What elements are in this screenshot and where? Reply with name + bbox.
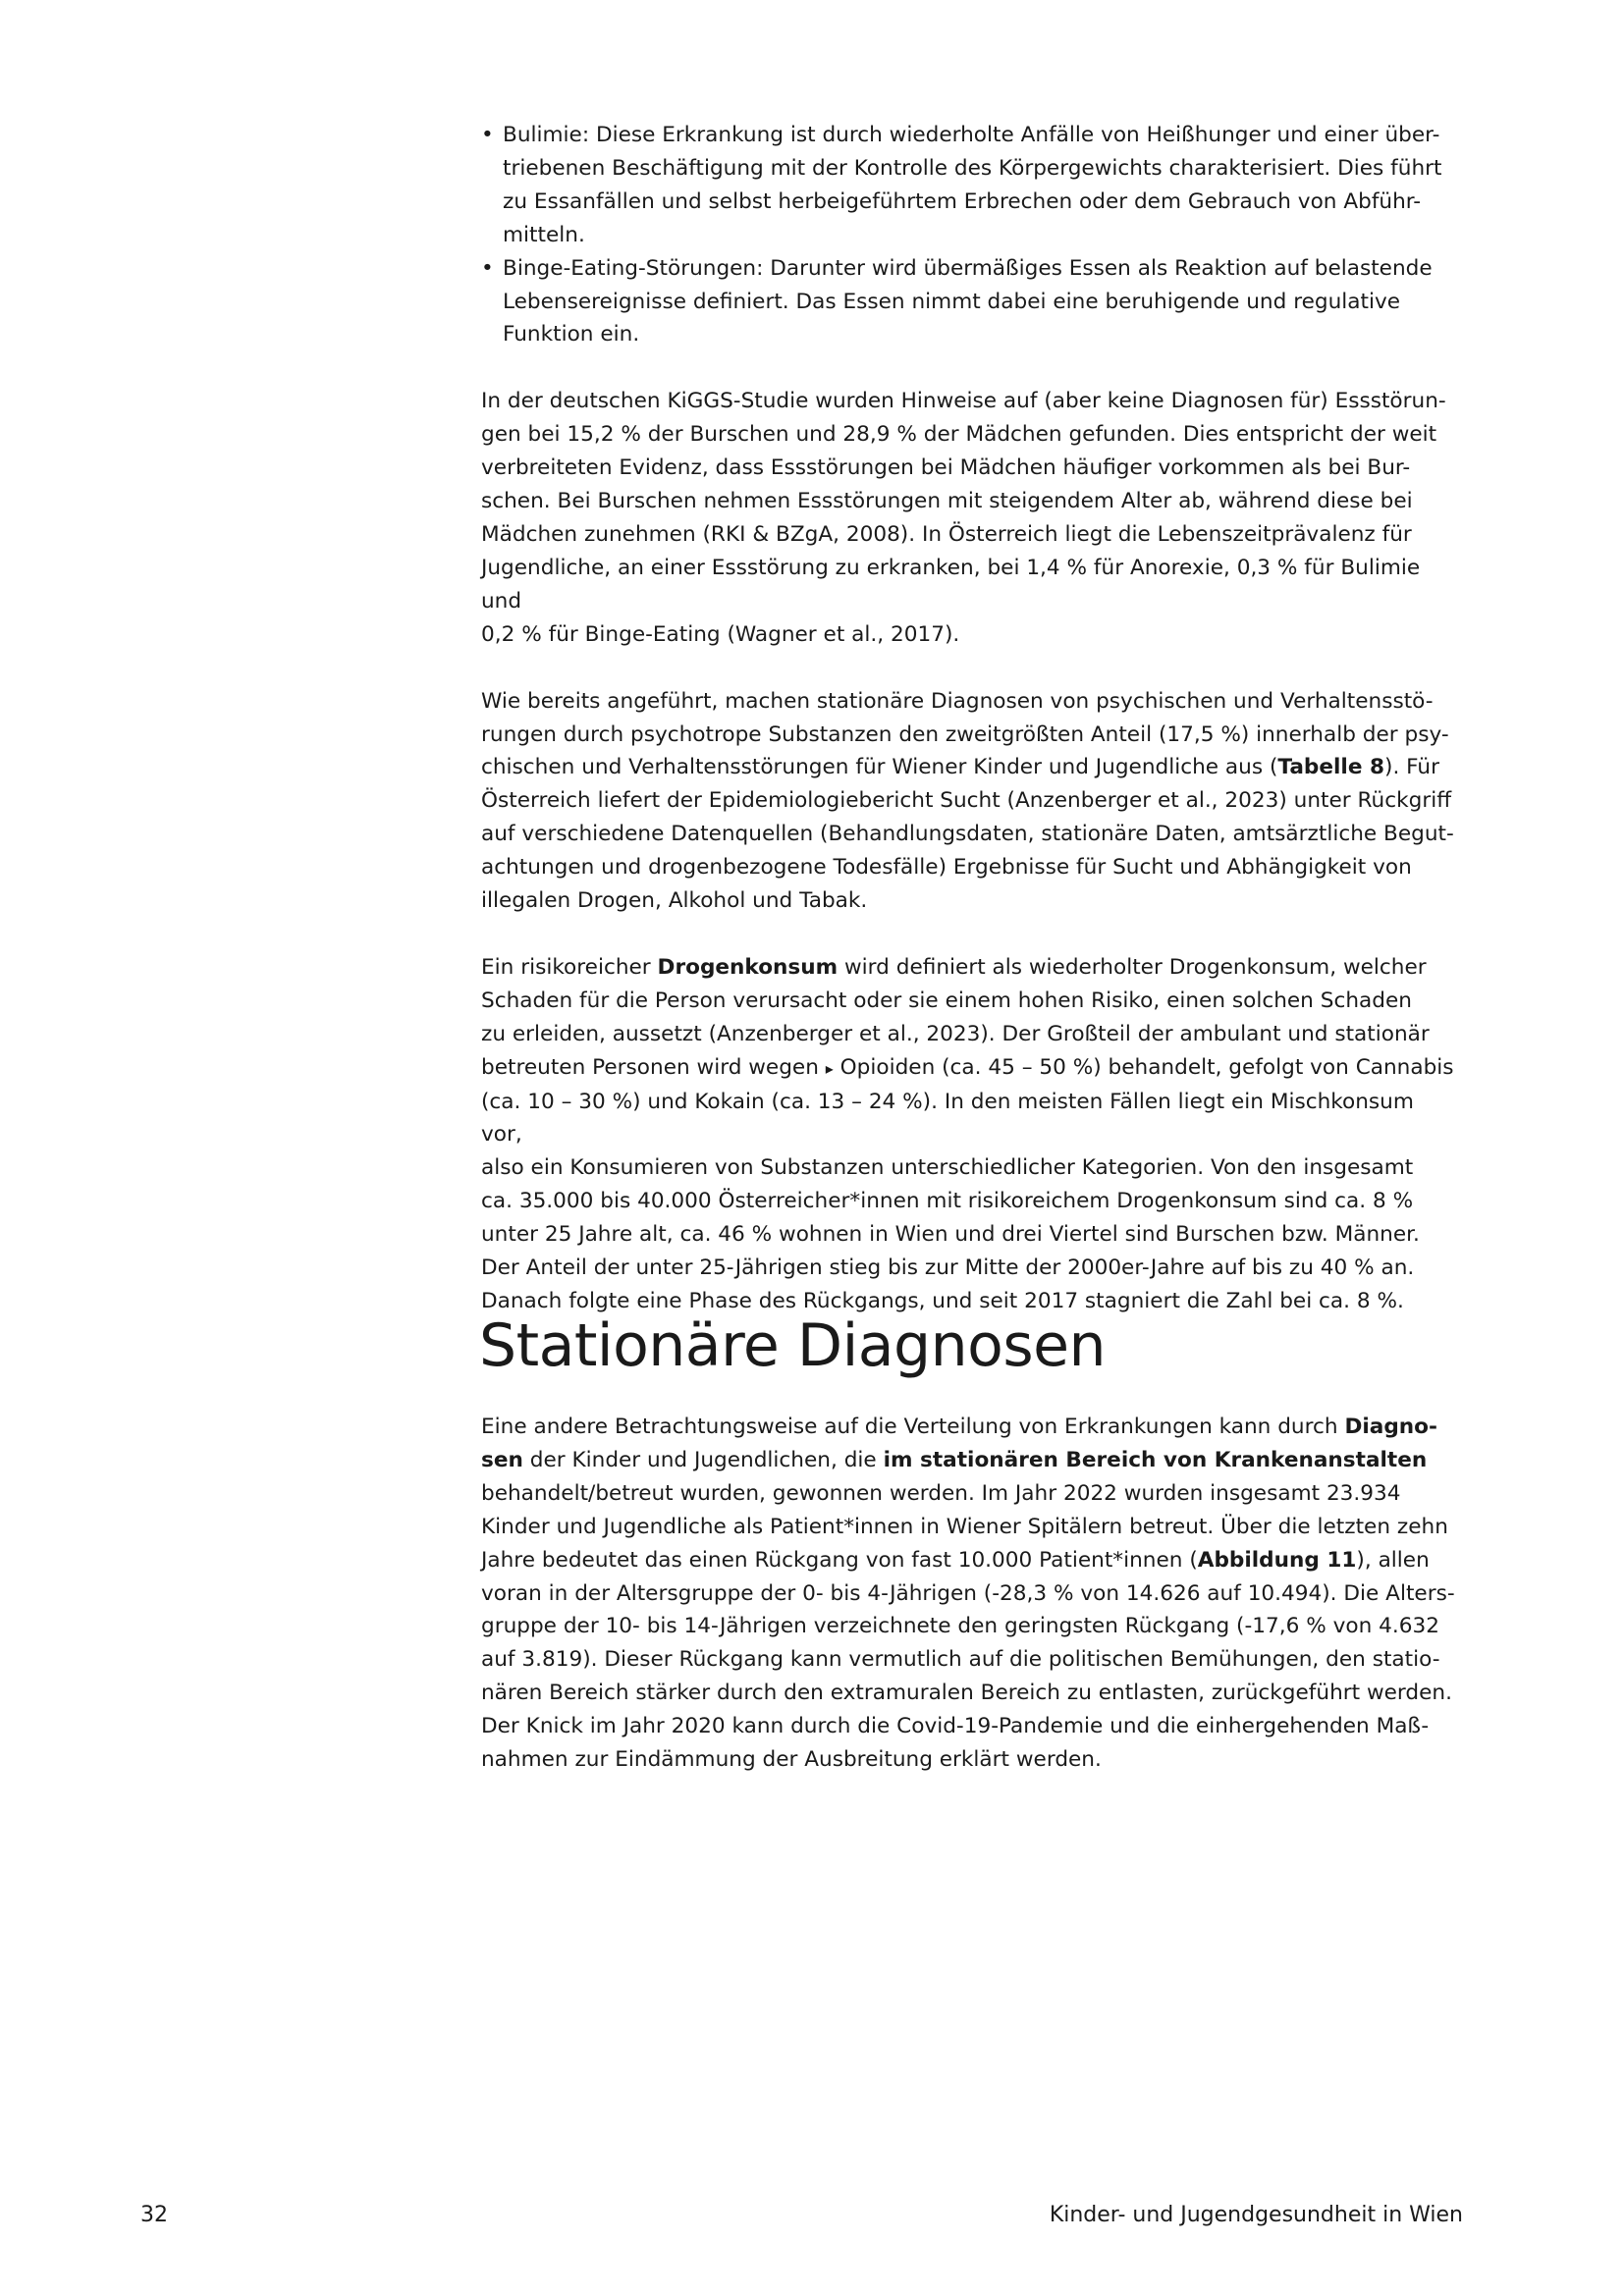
paragraph-line: auf verschiedene Datenquellen (Behandlungsdaten, stationäre Daten, amtsärztliche Begut- xyxy=(481,822,1454,847)
bullet-line: Binge-Eating-Störungen: Darunter wird übermäßiges Essen als Reaktion auf belastende xyxy=(503,255,1433,281)
paragraph-line: Österreich liefert der Epidemiologiebericht Sucht (Anzenberger et al., 2023) unter Rückgriff xyxy=(481,788,1452,814)
paragraph-line: Danach folgte eine Phase des Rückgangs, und seit 2017 stagniert die Zahl bei ca. 8 %. xyxy=(481,1289,1404,1313)
paragraph-line: Kinder und Jugendliche als Patient*innen in Wiener Spitälern betreut. Über die letzten zehn xyxy=(481,1514,1448,1539)
glossary-arrow-icon[interactable]: ▸ xyxy=(825,1058,834,1078)
paragraph-line: Wie bereits angeführt, machen stationäre Diagnosen von psychischen und Verhaltensstö- xyxy=(481,688,1434,714)
text-run: betreuten Personen wird wegen xyxy=(481,1054,826,1080)
paragraph-line: schen. Bei Burschen nehmen Essstörungen mit steigendem Alter ab, während diese bei xyxy=(481,489,1413,514)
emphasis-drogenkonsum: Drogenkonsum xyxy=(657,954,839,980)
bullet-line: zu Essanfällen und selbst herbeigeführtem Erbrechen oder dem Gebrauch von Abführ- xyxy=(503,188,1422,214)
bullet-line: Lebensereignisse definiert. Das Essen nimmt dabei eine beruhigende und regulative xyxy=(503,289,1401,314)
paragraph-line xyxy=(481,1411,1461,1444)
emphasis-stationary-area: im stationären Bereich von Krankenanstalten xyxy=(883,1447,1428,1472)
paragraph-substances xyxy=(481,685,1461,918)
bullet-line: mitteln. xyxy=(503,222,585,247)
paragraph-line xyxy=(481,1544,1461,1577)
paragraph-line: Mädchen zunehmen (RKI & BZgA, 2008). In Österreich liegt die Lebenszeitprävalenz für xyxy=(481,521,1412,547)
paragraph-line: 0,2 % für Binge-Eating (Wagner et al., 2017). xyxy=(481,621,960,647)
paragraph-line xyxy=(481,1051,1461,1086)
paragraph-line: Schaden für die Person verursacht oder sie einem hohen Risiko, einen solchen Schaden xyxy=(481,988,1412,1013)
text-run: Eine andere Betrachtungsweise auf die Verteilung von Erkrankungen kann durch xyxy=(481,1415,1345,1439)
paragraph-line: also ein Konsumieren von Substanzen unterschiedlicher Kategorien. Von den insgesamt xyxy=(481,1155,1414,1181)
text-run: Ein risikoreicher xyxy=(481,954,658,980)
paragraph-line: Der Anteil der unter 25-Jährigen stieg bis zur Mitte der 2000er-Jahre auf bis zu 40 % an. xyxy=(481,1255,1415,1281)
paragraph-line: (ca. 10 – 30 %) und Kokain (ca. 13 – 24 %). In den meisten Fällen liegt ein Mischkonsum vor, xyxy=(481,1089,1414,1148)
body-text-upper xyxy=(481,119,1461,1318)
paragraph-line: In der deutschen KiGGS-Studie wurden Hinweise auf (aber keine Diagnosen für) Essstörun- xyxy=(481,389,1446,414)
paragraph-drug-use xyxy=(481,951,1461,1318)
paragraph-line: voran in der Altersgruppe der 0- bis 4-Jährigen (-28,3 % von 14.626 auf 10.494). Die Alters- xyxy=(481,1580,1455,1606)
paragraph-line xyxy=(481,951,1461,985)
text-run: Opioiden (ca. 45 – 50 %) behandelt, gefolgt von Cannabis xyxy=(833,1054,1454,1080)
paragraph-line xyxy=(481,751,1461,784)
paragraph-line: gruppe der 10- bis 14-Jährigen verzeichnete den geringsten Rückgang (-17,6 % von 4.632 xyxy=(481,1614,1439,1639)
paragraph-line: achtungen und drogenbezogene Todesfälle) Ergebnisse für Sucht und Abhängigkeit von xyxy=(481,855,1412,881)
paragraph-line: nahmen zur Eindämmung der Ausbreitung erklärt werden. xyxy=(481,1747,1102,1773)
running-title: Kinder- und Jugendgesundheit in Wien xyxy=(1049,2203,1463,2227)
table-reference-link[interactable]: Tabelle 8 xyxy=(1277,755,1385,780)
paragraph-line: rungen durch psychotrope Substanzen den zweitgrößten Anteil (17,5 %) innerhalb der psy- xyxy=(481,721,1449,747)
paragraph-line: illegalen Drogen, Alkohol und Tabak. xyxy=(481,888,868,914)
figure-reference-link[interactable]: Abbildung 11 xyxy=(1197,1547,1357,1573)
bullet-item-bulimie xyxy=(481,119,1461,252)
bullet-line: triebenen Beschäftigung mit der Kontrolle des Körpergewichts charakterisiert. Dies führt xyxy=(503,155,1442,181)
paragraph-line: Jugendliche, an einer Essstörung zu erkranken, bei 1,4 % für Anorexie, 0,3 % für Bulimie und xyxy=(481,555,1421,614)
paragraph-line: unter 25 Jahre alt, ca. 46 % wohnen in Wien und drei Viertel sind Burschen bzw. Männer. xyxy=(481,1222,1420,1248)
bullet-item-binge-eating xyxy=(481,252,1461,352)
text-run: der Kinder und Jugendlichen, die xyxy=(522,1447,884,1472)
emphasis-diagnosen: Diagno- xyxy=(1344,1415,1437,1439)
text-run: chischen und Verhaltensstörungen für Wiener Kinder und Jugendliche aus ( xyxy=(481,755,1278,780)
paragraph-line: verbreiteten Evidenz, dass Essstörungen bei Mädchen häufiger vorkommen als bei Bur- xyxy=(481,455,1411,481)
text-run: ). Für xyxy=(1384,755,1439,780)
paragraph-stationary xyxy=(481,1411,1461,1777)
page-number: 32 xyxy=(140,2203,168,2227)
emphasis-diagnosen-cont: sen xyxy=(481,1447,523,1472)
paragraph-line: zu erleiden, aussetzt (Anzenberger et al., 2023). Der Großteil der ambulant und stationär xyxy=(481,1021,1430,1046)
paragraph-line: nären Bereich stärker durch den extramuralen Bereich zu entlasten, zurückgeführt werden. xyxy=(481,1681,1452,1706)
text-run: Jahre bedeutet das einen Rückgang von fast 10.000 Patient*innen ( xyxy=(481,1547,1198,1573)
paragraph-line xyxy=(481,1444,1461,1477)
bullet-marker: • xyxy=(481,123,494,147)
text-run: wird definiert als wiederholter Drogenkonsum, welcher xyxy=(838,954,1427,980)
paragraph-line: auf 3.819). Dieser Rückgang kann vermutlich auf die politischen Bemühungen, den statio- xyxy=(481,1647,1440,1673)
section-heading: Stationäre Diagnosen xyxy=(479,1311,1107,1380)
text-run: ), allen xyxy=(1356,1547,1430,1573)
paragraph-line: behandelt/betreut wurden, gewonnen werden. Im Jahr 2022 wurden insgesamt 23.934 xyxy=(481,1480,1401,1506)
paragraph-line: Der Knick im Jahr 2020 kann durch die Covid-19-Pandemie und die einhergehenden Maß- xyxy=(481,1714,1430,1739)
paragraph-line: ca. 35.000 bis 40.000 Österreicher*innen mit risikoreichem Drogenkonsum sind ca. 8 % xyxy=(481,1189,1414,1214)
paragraph-kiggs xyxy=(481,385,1461,651)
bullet-line: Funktion ein. xyxy=(503,322,640,347)
bullet-marker: • xyxy=(481,255,494,281)
paragraph-line: gen bei 15,2 % der Burschen und 28,9 % der Mädchen gefunden. Dies entspricht der weit xyxy=(481,422,1437,448)
bullet-line: Bulimie: Diese Erkrankung ist durch wiederholte Anfälle von Heißhunger und einer über- xyxy=(503,123,1440,147)
